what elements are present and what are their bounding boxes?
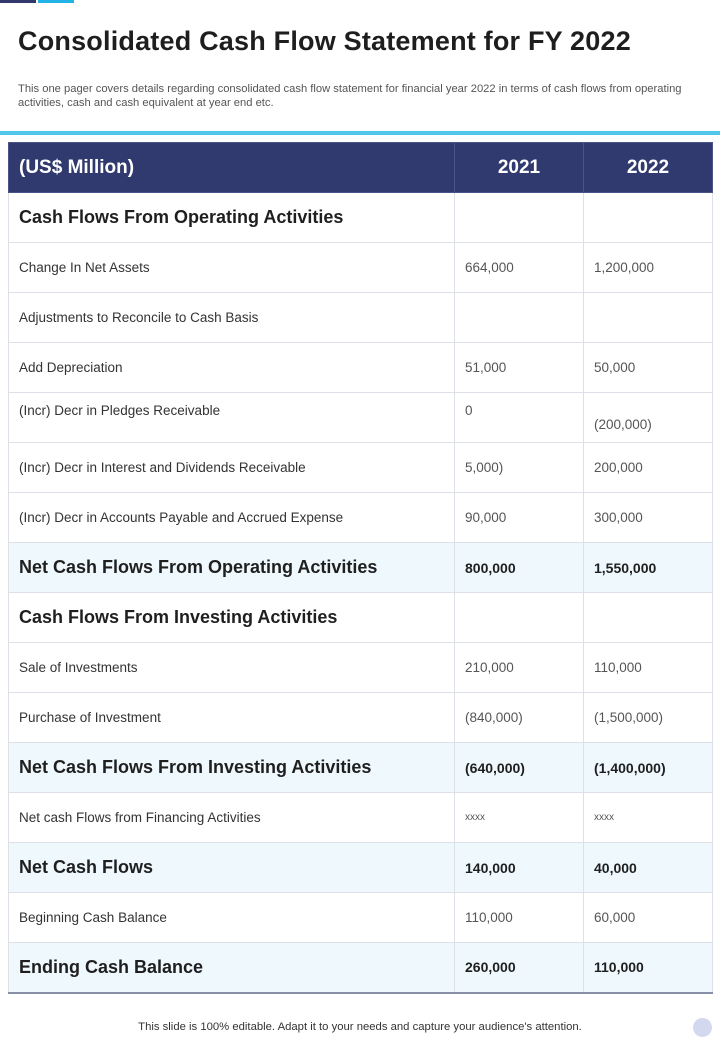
value-2021: [455, 593, 584, 643]
value-2022: 110,000: [584, 943, 713, 993]
value-2021: 260,000: [455, 943, 584, 993]
table-row: [9, 193, 713, 243]
row-label: Beginning Cash Balance: [9, 893, 455, 943]
value-2021: 0: [455, 393, 584, 443]
row-label: (Incr) Decr in Accounts Payable and Accrued Expense: [9, 493, 455, 543]
page-description: This one pager covers details regarding consolidated cash flow statement for financial year 2022 in terms of cash flows from operating activities, cash and cash equivalent at year end etc.: [18, 83, 682, 109]
value-2021: [455, 293, 584, 343]
table-row: [9, 593, 713, 643]
value-2021: 110,000: [455, 893, 584, 943]
value-2021: [455, 193, 584, 243]
page-indicator-circle: [693, 1018, 712, 1037]
row-label: (Incr) Decr in Interest and Dividends Receivable: [9, 443, 455, 493]
total-label: Net Cash Flows: [9, 843, 455, 893]
value-2022: [584, 593, 713, 643]
value-2022: 50,000: [584, 343, 713, 393]
total-label: Ending Cash Balance: [9, 943, 455, 993]
row-label: Purchase of Investment: [9, 693, 455, 743]
value-2022: 300,000: [584, 493, 713, 543]
table-row: [9, 393, 713, 443]
section-heading: Cash Flows From Operating Activities: [9, 193, 455, 243]
value-2021: 5,000): [455, 443, 584, 493]
value-2021: (840,000): [455, 693, 584, 743]
row-label: (Incr) Decr in Pledges Receivable: [9, 393, 455, 443]
value-2022: (200,000): [584, 393, 713, 443]
top-accent-light: [38, 0, 74, 3]
value-2021: 51,000: [455, 343, 584, 393]
value-2022: [584, 293, 713, 343]
row-label: Adjustments to Reconcile to Cash Basis: [9, 293, 455, 343]
value-2022: (1,400,000): [584, 743, 713, 793]
column-header-2022: 2022: [584, 143, 713, 193]
table-row: [9, 643, 713, 693]
column-header-2021: 2021: [455, 143, 584, 193]
row-label: Change In Net Assets: [9, 243, 455, 293]
table-row: [9, 293, 713, 343]
table-header-row: [9, 143, 713, 193]
table-row: [9, 243, 713, 293]
value-2021: xxxx: [455, 793, 584, 843]
page-title: Consolidated Cash Flow Statement for FY 2022: [18, 26, 631, 56]
section-heading: Cash Flows From Investing Activities: [9, 593, 455, 643]
accent-divider: [0, 131, 720, 135]
table-row: [9, 343, 713, 393]
value-2021: 90,000: [455, 493, 584, 543]
table-row-total: [9, 843, 713, 893]
value-2022: 1,550,000: [584, 543, 713, 593]
value-2021: (640,000): [455, 743, 584, 793]
value-2021: 140,000: [455, 843, 584, 893]
table-row: [9, 893, 713, 943]
value-2021: 210,000: [455, 643, 584, 693]
table-row: [9, 793, 713, 843]
value-2021: 800,000: [455, 543, 584, 593]
value-2022: 60,000: [584, 893, 713, 943]
value-2022: [584, 193, 713, 243]
value-2021: 664,000: [455, 243, 584, 293]
row-label: Add Depreciation: [9, 343, 455, 393]
total-label: Net Cash Flows From Investing Activities: [9, 743, 455, 793]
table-row-total: [9, 743, 713, 793]
table-row-total: [9, 943, 713, 993]
table-row: [9, 693, 713, 743]
value-2022: xxxx: [584, 793, 713, 843]
row-label: Net cash Flows from Financing Activities: [9, 793, 455, 843]
column-header-label: (US$ Million): [9, 143, 455, 193]
table-row: [9, 493, 713, 543]
footer-note: This slide is 100% editable. Adapt it to your needs and capture your audience's attention.: [138, 1021, 582, 1033]
table-row-total: [9, 543, 713, 593]
value-2022: 40,000: [584, 843, 713, 893]
top-accent-dark: [0, 0, 36, 3]
table-row: [9, 443, 713, 493]
value-2022: 110,000: [584, 643, 713, 693]
value-2022: 200,000: [584, 443, 713, 493]
total-label: Net Cash Flows From Operating Activities: [9, 543, 455, 593]
cash-flow-table: [8, 142, 713, 994]
row-label: Sale of Investments: [9, 643, 455, 693]
value-2022: (1,500,000): [584, 693, 713, 743]
value-2022: 1,200,000: [584, 243, 713, 293]
